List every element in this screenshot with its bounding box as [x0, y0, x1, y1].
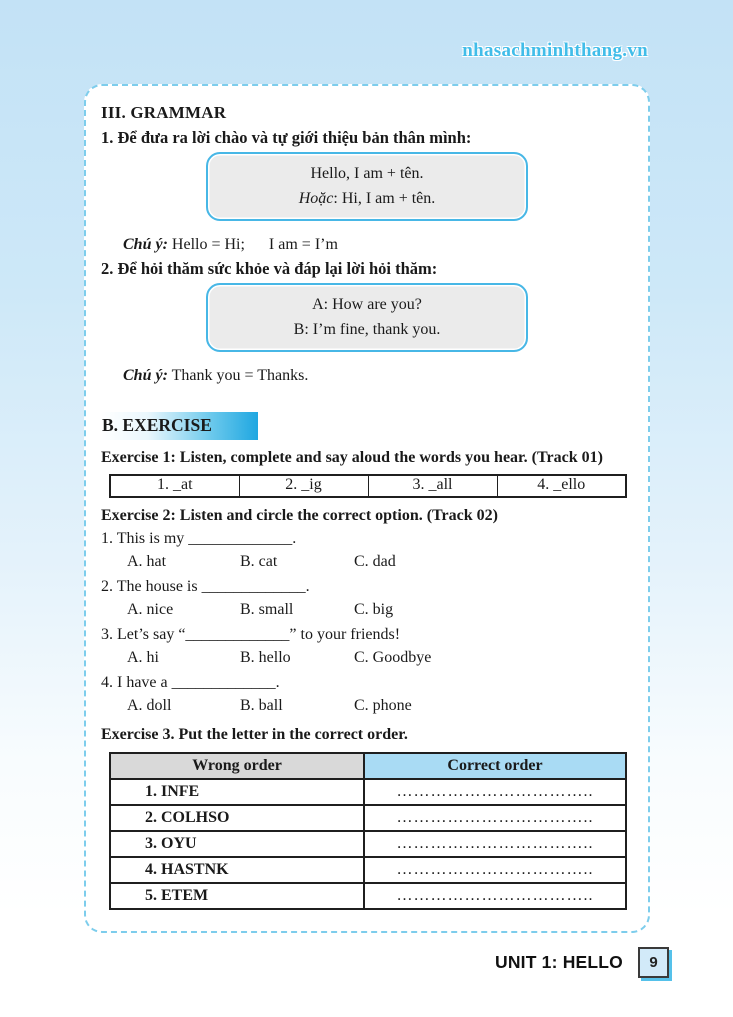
question-options [127, 599, 633, 621]
option-c: C. Goodbye [354, 649, 432, 666]
question-options [127, 551, 633, 573]
question-prompt: 4. I have a _____________. [101, 674, 280, 691]
question-prompt: 1. This is my _____________. [101, 530, 297, 547]
question-options [127, 647, 633, 669]
wrong-order-cell: 1. INFE [110, 779, 364, 805]
table-row [110, 831, 626, 857]
content-card [84, 84, 650, 933]
table-row [110, 805, 626, 831]
exercise1-table [109, 474, 627, 498]
grammar-rule1-box [206, 152, 528, 221]
question-prompt: 2. The house is _____________. [101, 578, 310, 595]
correct-order-cell: …………………………….. [364, 883, 626, 909]
box-line: Hello, I am + tên. [310, 165, 424, 182]
exercise3-title: Exercise 3. Put the letter in the correct order. [101, 726, 408, 743]
table-header-row [110, 753, 626, 779]
option-a: A. nice [127, 601, 174, 618]
question-options [127, 695, 633, 717]
watermark-text: nhasachminhthang.vn [462, 40, 648, 61]
note-label: Chú ý: [123, 367, 168, 384]
option-b: B. small [240, 601, 294, 618]
grammar-heading: III. GRAMMAR [101, 103, 227, 122]
option-c: C. big [354, 601, 394, 618]
wrong-order-cell: 2. COLHSO [110, 805, 364, 831]
column-header-correct-order: Correct order [364, 753, 626, 779]
box-line: A: How are you? [312, 296, 422, 313]
table-row [110, 857, 626, 883]
table-cell: 2. _ig [239, 475, 368, 497]
exercise3-table [109, 752, 627, 910]
unit-label: UNIT 1: HELLO [494, 952, 623, 972]
page-footer [495, 947, 669, 978]
table-row [110, 779, 626, 805]
option-c: C. dad [354, 553, 396, 570]
grammar-rule2-note [123, 367, 633, 385]
box-line [208, 186, 526, 211]
correct-order-cell: …………………………….. [364, 805, 626, 831]
exercise2-title: Exercise 2: Listen and circle the correct option. (Track 02) [101, 507, 498, 524]
correct-order-cell: …………………………….. [364, 779, 626, 805]
option-b: B. hello [240, 649, 291, 666]
correct-order-cell: …………………………….. [364, 857, 626, 883]
note-label: Chú ý: [123, 236, 168, 253]
highlighted-heading: B. EXERCISE [101, 412, 258, 440]
wrong-order-cell: 5. ETEM [110, 883, 364, 909]
box-line: B: I’m fine, thank you. [293, 321, 441, 338]
grammar-rule1-title: 1. Để đưa ra lời chào và tự giới thiệu bản thân mình: [101, 128, 472, 147]
grammar-rule1-note [123, 236, 633, 254]
option-a: A. hat [127, 553, 167, 570]
page-number-badge: 9 [638, 947, 669, 978]
box-line-italic-label: Hoặc [298, 190, 334, 207]
column-header-wrong-order: Wrong order [110, 753, 364, 779]
table-row [110, 883, 626, 909]
table-row [110, 475, 626, 497]
note-text: Thank you = Thanks. [167, 367, 309, 384]
option-a: A. doll [127, 697, 172, 714]
wrong-order-cell: 3. OYU [110, 831, 364, 857]
box-line-rest: : Hi, I am + tên. [333, 190, 436, 207]
exercise1-title: Exercise 1: Listen, complete and say aloud the words you hear. (Track 01) [101, 449, 603, 466]
table-cell: 3. _all [368, 475, 497, 497]
table-cell: 4. _ello [497, 475, 626, 497]
grammar-rule2-box [206, 283, 528, 352]
correct-order-cell: …………………………….. [364, 831, 626, 857]
table-cell: 1. _at [110, 475, 239, 497]
option-b: B. ball [240, 697, 283, 714]
grammar-rule2-title: 2. Để hỏi thăm sức khỏe và đáp lại lời hỏi thăm: [101, 259, 438, 278]
question-prompt: 3. Let’s say “_____________” to your friends! [101, 626, 401, 643]
exercise-section-heading [101, 412, 633, 440]
note-text: Hello = Hi; I am = I’m [167, 236, 338, 253]
option-a: A. hi [127, 649, 159, 666]
wrong-order-cell: 4. HASTNK [110, 857, 364, 883]
option-c: C. phone [354, 697, 412, 714]
option-b: B. cat [240, 553, 278, 570]
